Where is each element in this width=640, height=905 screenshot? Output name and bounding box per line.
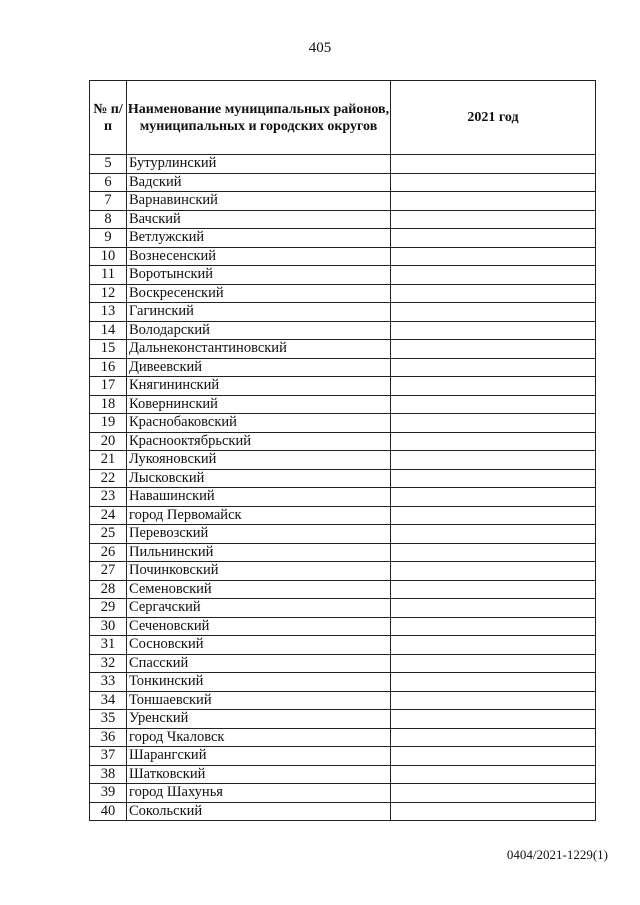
row-number: 24	[90, 506, 127, 525]
row-name: Гагинский	[127, 303, 391, 322]
row-number: 18	[90, 395, 127, 414]
table-row	[90, 562, 596, 581]
row-name: Княгининский	[127, 377, 391, 396]
row-value	[391, 377, 596, 396]
table-row	[90, 728, 596, 747]
row-value	[391, 469, 596, 488]
row-value	[391, 506, 596, 525]
row-name: Володарский	[127, 321, 391, 340]
row-name: Дальнеконстантиновский	[127, 340, 391, 359]
row-name: Бутурлинский	[127, 155, 391, 174]
row-number: 27	[90, 562, 127, 581]
row-number: 10	[90, 247, 127, 266]
table-row	[90, 340, 596, 359]
municipalities-table	[89, 80, 596, 821]
row-name: Краснобаковский	[127, 414, 391, 433]
table-row	[90, 784, 596, 803]
table-row	[90, 210, 596, 229]
row-value	[391, 636, 596, 655]
row-name: Варнавинский	[127, 192, 391, 211]
table-row	[90, 358, 596, 377]
row-number: 9	[90, 229, 127, 248]
row-number: 39	[90, 784, 127, 803]
row-name: Лукояновский	[127, 451, 391, 470]
table-row	[90, 710, 596, 729]
table-row	[90, 377, 596, 396]
row-name: Починковский	[127, 562, 391, 581]
row-value	[391, 525, 596, 544]
row-value	[391, 728, 596, 747]
row-number: 12	[90, 284, 127, 303]
row-number: 33	[90, 673, 127, 692]
table-row	[90, 599, 596, 618]
row-value	[391, 192, 596, 211]
row-name: Сокольский	[127, 802, 391, 821]
table-row	[90, 432, 596, 451]
row-name: Шатковский	[127, 765, 391, 784]
row-name: Семеновский	[127, 580, 391, 599]
row-name: Ковернинский	[127, 395, 391, 414]
row-number: 15	[90, 340, 127, 359]
row-value	[391, 488, 596, 507]
table-row	[90, 691, 596, 710]
row-number: 20	[90, 432, 127, 451]
table-row	[90, 617, 596, 636]
row-name: Сеченовский	[127, 617, 391, 636]
row-number: 38	[90, 765, 127, 784]
table-body	[90, 155, 596, 821]
table-row	[90, 266, 596, 285]
row-name: Пильнинский	[127, 543, 391, 562]
table-row	[90, 303, 596, 322]
table-row	[90, 173, 596, 192]
row-number: 6	[90, 173, 127, 192]
row-value	[391, 321, 596, 340]
row-value	[391, 358, 596, 377]
table-row	[90, 284, 596, 303]
table-row	[90, 414, 596, 433]
row-name: Вадский	[127, 173, 391, 192]
row-name: Сосновский	[127, 636, 391, 655]
row-value	[391, 303, 596, 322]
row-value	[391, 155, 596, 174]
table-row	[90, 155, 596, 174]
row-value	[391, 562, 596, 581]
row-value	[391, 451, 596, 470]
row-number: 34	[90, 691, 127, 710]
row-name: Дивеевский	[127, 358, 391, 377]
row-number: 36	[90, 728, 127, 747]
table-row	[90, 802, 596, 821]
row-value	[391, 395, 596, 414]
row-value	[391, 284, 596, 303]
row-value	[391, 247, 596, 266]
row-name: Тоншаевский	[127, 691, 391, 710]
row-name: Спасский	[127, 654, 391, 673]
row-name: Воротынский	[127, 266, 391, 285]
row-name: Шарангский	[127, 747, 391, 766]
row-value	[391, 802, 596, 821]
row-value	[391, 617, 596, 636]
table-row	[90, 506, 596, 525]
row-number: 19	[90, 414, 127, 433]
row-name: Сергачский	[127, 599, 391, 618]
page-number: 405	[308, 40, 332, 56]
row-number: 40	[90, 802, 127, 821]
table-row	[90, 247, 596, 266]
row-value	[391, 173, 596, 192]
row-value	[391, 432, 596, 451]
row-number: 32	[90, 654, 127, 673]
table-row	[90, 747, 596, 766]
table-row	[90, 321, 596, 340]
row-name: город Шахунья	[127, 784, 391, 803]
row-number: 21	[90, 451, 127, 470]
table-header-row	[90, 81, 596, 155]
table-row	[90, 765, 596, 784]
row-number: 37	[90, 747, 127, 766]
row-name: Перевозский	[127, 525, 391, 544]
row-name: город Первомайск	[127, 506, 391, 525]
row-value	[391, 340, 596, 359]
row-number: 11	[90, 266, 127, 285]
row-number: 13	[90, 303, 127, 322]
document-code: 0404/2021-1229(1)	[506, 847, 608, 862]
table-row	[90, 525, 596, 544]
row-number: 8	[90, 210, 127, 229]
row-number: 22	[90, 469, 127, 488]
row-value	[391, 691, 596, 710]
row-name: Краснооктябрьский	[127, 432, 391, 451]
table-row	[90, 395, 596, 414]
row-name: Уренский	[127, 710, 391, 729]
row-name: город Чкаловск	[127, 728, 391, 747]
row-name: Вачский	[127, 210, 391, 229]
row-value	[391, 580, 596, 599]
row-number: 25	[90, 525, 127, 544]
table-row	[90, 580, 596, 599]
row-number: 35	[90, 710, 127, 729]
table-row	[90, 488, 596, 507]
row-name: Навашинский	[127, 488, 391, 507]
table-row	[90, 192, 596, 211]
table-row	[90, 673, 596, 692]
row-value	[391, 599, 596, 618]
row-value	[391, 673, 596, 692]
row-value	[391, 654, 596, 673]
row-value	[391, 229, 596, 248]
row-value	[391, 543, 596, 562]
header-number: № п/п	[90, 81, 127, 155]
row-name: Ветлужский	[127, 229, 391, 248]
row-name: Тонкинский	[127, 673, 391, 692]
row-number: 26	[90, 543, 127, 562]
row-number: 16	[90, 358, 127, 377]
row-number: 23	[90, 488, 127, 507]
table-row	[90, 543, 596, 562]
row-number: 30	[90, 617, 127, 636]
row-name: Вознесенский	[127, 247, 391, 266]
row-value	[391, 765, 596, 784]
header-year: 2021 год	[391, 81, 596, 155]
row-name: Лысковский	[127, 469, 391, 488]
row-value	[391, 266, 596, 285]
row-value	[391, 210, 596, 229]
row-number: 28	[90, 580, 127, 599]
row-number: 17	[90, 377, 127, 396]
row-value	[391, 710, 596, 729]
row-value	[391, 414, 596, 433]
row-value	[391, 747, 596, 766]
table-row	[90, 451, 596, 470]
table-row	[90, 229, 596, 248]
row-number: 7	[90, 192, 127, 211]
row-number: 29	[90, 599, 127, 618]
header-name: Наименование муниципальных районов, муниципальных и городских округов	[127, 81, 391, 155]
table-row	[90, 469, 596, 488]
row-value	[391, 784, 596, 803]
table-row	[90, 636, 596, 655]
row-number: 14	[90, 321, 127, 340]
row-number: 31	[90, 636, 127, 655]
row-number: 5	[90, 155, 127, 174]
row-name: Воскресенский	[127, 284, 391, 303]
table-row	[90, 654, 596, 673]
